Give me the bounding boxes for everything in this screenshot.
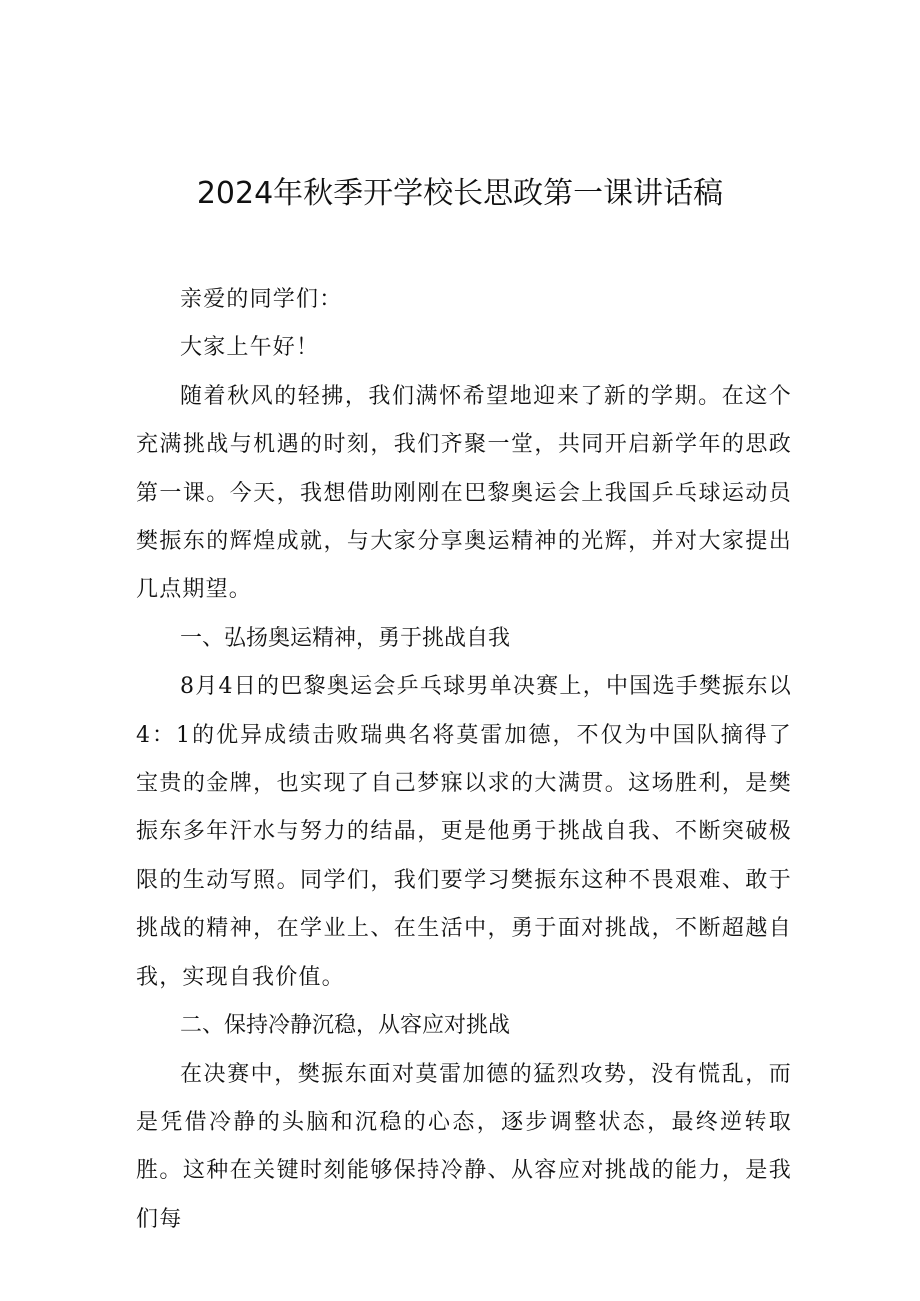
document-title: 2024年秋季开学校长思政第一课讲话稿 — [196, 176, 724, 211]
document-body — [136, 276, 792, 1244]
salutation: 亲爱的同学们： — [180, 287, 343, 312]
section-heading-2: 二、保持冷静沉稳，从容应对挑战 — [180, 1013, 511, 1039]
greeting: 大家上午好！ — [180, 335, 320, 361]
section-2-paragraph: 在决赛中，樊振东面对莫雷加德的猛烈攻势，没有慌乱，而是凭借冷静的头脑和沉稳的心态，逐步调整状态，最终逆转取胜。这种在关键时刻能够保持冷静、从容应对挑战的能力，是我们每 — [136, 1061, 792, 1232]
section-1-paragraph: 8月4日的巴黎奥运会乒乓球男单决赛上，中国选手樊振东以4：1的优异成绩击败瑞典名将莫雷加德，不仅为中国队摘得了宝贵的金牌，也实现了自己梦寐以求的大满贯。这场胜利，是樊振东多年汗水与努力的结晶，更是他勇于挑战自我、不断突破极限的生动写照。同学们，我们要学习樊振东这种不畏艰难、敢于挑战的精神，在学业上、在生活中，勇于面对挑战，不断超越自我，实现自我价值。 — [136, 674, 792, 990]
section-heading-1: 一、弘扬奥运精神，勇于挑战自我 — [180, 625, 511, 651]
intro-paragraph: 随着秋风的轻拂，我们满怀希望地迎来了新的学期。在这个充满挑战与机遇的时刻，我们齐聚一堂，共同开启新学年的思政第一课。今天，我想借助刚刚在巴黎奥运会上我国乒乓球运动员樊振东的辉煌成就，与大家分享奥运精神的光辉，并对大家提出几点期望。 — [136, 383, 792, 603]
